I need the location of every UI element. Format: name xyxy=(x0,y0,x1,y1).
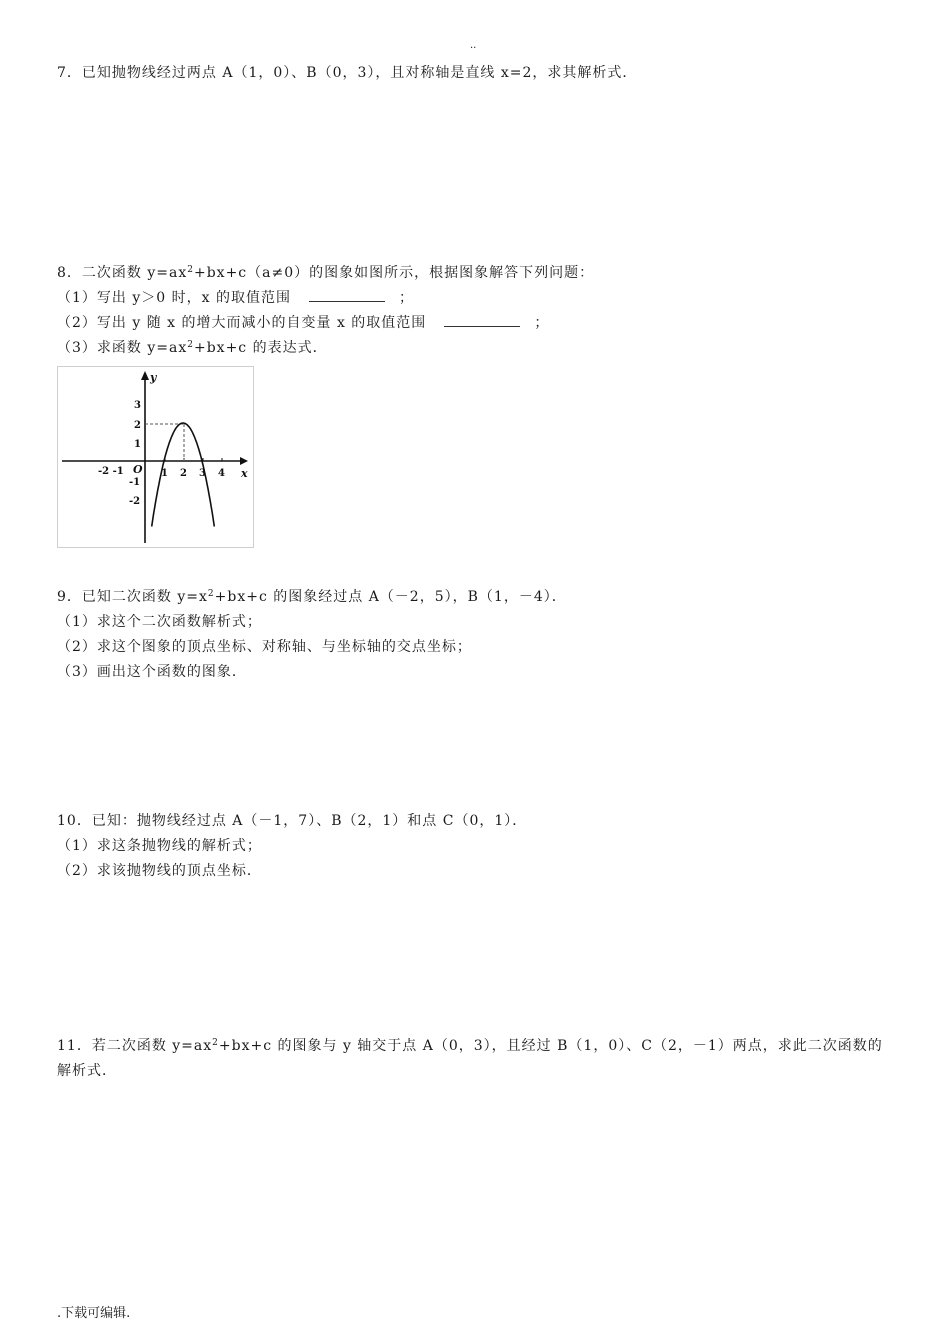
y-axis-label: y xyxy=(150,371,157,384)
answer-blank[interactable] xyxy=(309,289,385,302)
origin-label: O xyxy=(133,463,143,476)
q8-exponent: 2 xyxy=(187,265,194,275)
x-tick-label-2: 2 xyxy=(180,468,187,479)
y-tick-label-3: 3 xyxy=(134,400,141,411)
question-8-part-3 xyxy=(57,337,328,357)
q11-part-1: 11．若二次函数 y=ax xyxy=(57,1038,213,1054)
q9-stem-part-2: +bx+c 的图象经过点 A（－2，5），B（1，－4）． xyxy=(214,589,567,605)
q8-part-3-exponent: 2 xyxy=(187,340,194,350)
y-tick-label-neg2: -2 xyxy=(129,496,141,507)
coordinate-plane xyxy=(58,367,253,547)
x-tick-label-4: 4 xyxy=(218,468,225,479)
x-tick-label-3: 3 xyxy=(199,468,206,479)
question-9-part-2: （2）求这个图象的顶点坐标、对称轴、与坐标轴的交点坐标； xyxy=(57,639,472,655)
q8-part-2-text: （2）写出 y 随 x 的增大而减小的自变量 x 的取值范围 xyxy=(57,315,427,331)
header-dots: .. xyxy=(470,40,477,51)
q8-part-1-end: ； xyxy=(398,290,414,306)
question-8-part-2 xyxy=(57,312,549,332)
parabola-graph-figure xyxy=(57,366,254,548)
x-tick-label-1: 1 xyxy=(161,468,168,479)
q8-stem-part-1: 8．二次函数 y=ax xyxy=(57,265,188,281)
question-8-part-1 xyxy=(57,287,414,307)
q8-part-2-end: ； xyxy=(534,315,550,331)
q8-stem-part-2: +bx+c（a≠0）的图象如图所示，根据图象解答下列问题： xyxy=(193,265,595,281)
question-9-part-3: （3）画出这个函数的图象． xyxy=(57,664,247,680)
y-tick-label-2: 2 xyxy=(134,420,141,431)
question-9-stem xyxy=(57,586,567,606)
question-11-line-1 xyxy=(57,1035,883,1055)
x-tick-labels-negative: -2 -1 xyxy=(98,466,124,477)
footer-note: .下载可编辑. xyxy=(57,1306,131,1321)
q8-part-1-text: （1）写出 y＞0 时，x 的取值范围 xyxy=(57,290,291,306)
q8-part-3-text: （3）求函数 y=ax xyxy=(57,340,188,356)
q11-exponent: 2 xyxy=(212,1038,219,1048)
question-8-stem xyxy=(57,262,594,282)
y-axis-arrow xyxy=(141,371,149,380)
q8-part-3-end: +bx+c 的表达式． xyxy=(193,340,328,356)
question-10-part-1: （1）求这条抛物线的解析式； xyxy=(57,838,262,854)
x-axis-arrow xyxy=(240,457,248,465)
x-axis-label: x xyxy=(241,467,248,480)
q11-part-2: +bx+c 的图象与 y 轴交于点 A（0，3），且经过 B（1，0）、C（2，－1）两点，求此二次函数的 xyxy=(218,1038,883,1054)
question-9-part-1: （1）求这个二次函数解析式； xyxy=(57,614,262,630)
answer-blank[interactable] xyxy=(444,314,520,327)
y-tick-label-1: 1 xyxy=(134,439,141,450)
question-7: 7．已知抛物线经过两点 A（1，0）、B（0，3），且对称轴是直线 x=2，求其解析式． xyxy=(57,65,638,81)
question-10-part-2: （2）求该抛物线的顶点坐标． xyxy=(57,863,262,879)
question-11-line-2: 解析式． xyxy=(57,1063,117,1079)
question-10-stem: 10．已知：抛物线经过点 A（－1，7）、B（2，1）和点 C（0，1）． xyxy=(57,813,528,829)
q9-stem-part-1: 9．已知二次函数 y=x xyxy=(57,589,208,605)
q9-exponent: 2 xyxy=(207,589,215,599)
y-tick-label-neg1: -1 xyxy=(129,477,141,488)
